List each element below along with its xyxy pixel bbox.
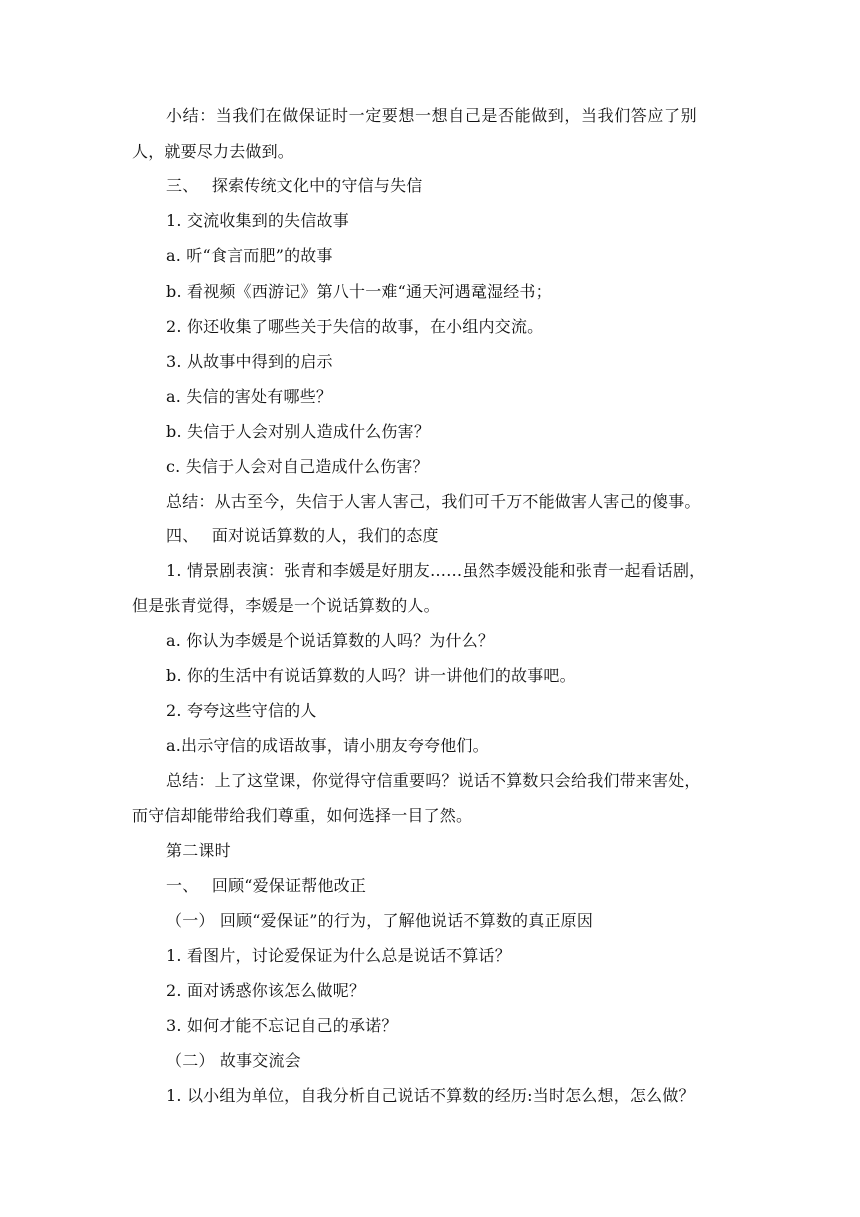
list-item: 1. 看图片，讨论爱保证为什么总是说话不算话？ (166, 946, 511, 965)
subsection-heading: （一） 回顾“爱保证”的行为，了解他说话不算数的真正原因 (166, 911, 594, 930)
list-item: 3. 从故事中得到的启示 (166, 352, 333, 371)
list-item: b. 看视频《西游记》第八十一难“通天河遇鼋湿经书； (166, 282, 552, 301)
lesson-heading: 第二课时 (166, 841, 231, 860)
section-heading-4: 四、 面对说话算数的人，我们的态度 (166, 526, 439, 545)
list-item: a.出示守信的成语故事，请小朋友夸夸他们。 (166, 736, 489, 755)
list-item: 2. 面对诱惑你该怎么做呢？ (166, 981, 366, 1000)
summary-line-2: 人，就要尽力去做到。 (132, 142, 295, 161)
list-item: b. 你的生活中有说话算数的人吗？讲一讲他们的故事吧。 (166, 666, 576, 685)
list-item: a. 你认为李媛是个说话算数的人吗？为什么？ (166, 631, 495, 650)
subsection-heading: （二） 故事交流会 (166, 1051, 301, 1070)
summary-line-1: 小结：当我们在做保证时一定要想一想自己是否能做到，当我们答应了别 (166, 106, 698, 125)
list-item: 2. 夸夸这些守信的人 (166, 701, 317, 720)
section-heading-1: 一、 回顾“爱保证帮他改正 (166, 876, 367, 895)
list-item: 3. 如何才能不忘记自己的承诺？ (166, 1016, 398, 1035)
summary-line: 总结：上了这堂课，你觉得守信重要吗？说话不算数只会给我们带来害处， (166, 771, 701, 790)
list-item: c. 失信于人会对自己造成什么伤害？ (166, 457, 429, 476)
paragraph-line: 1. 情景剧表演：张青和李媛是好朋友……虽然李媛没能和张青一起看话剧， (166, 561, 706, 580)
list-item: 2. 你还收集了哪些关于失信的故事，在小组内交流。 (166, 317, 544, 336)
list-item: b. 失信于人会对别人造成什么伤害？ (166, 422, 431, 441)
list-item: a. 听“食言而肥”的故事 (166, 246, 333, 265)
summary-line: 而守信却能带给我们尊重，如何选择一目了然。 (132, 806, 473, 825)
list-item: a. 失信的害处有哪些？ (166, 387, 333, 406)
section-heading-3: 三、 探索传统文化中的守信与失信 (166, 176, 423, 195)
paragraph-line: 但是张青觉得，李媛是一个说话算数的人。 (132, 596, 440, 615)
list-item: 1. 交流收集到的失信故事 (166, 211, 349, 230)
summary-line: 总结：从古至今，失信于人害人害己，我们可千万不能做害人害己的傻事。 (166, 492, 701, 511)
list-item: 1. 以小组为单位，自我分析自己说话不算数的经历:当时怎么想，怎么做？ (166, 1086, 695, 1105)
